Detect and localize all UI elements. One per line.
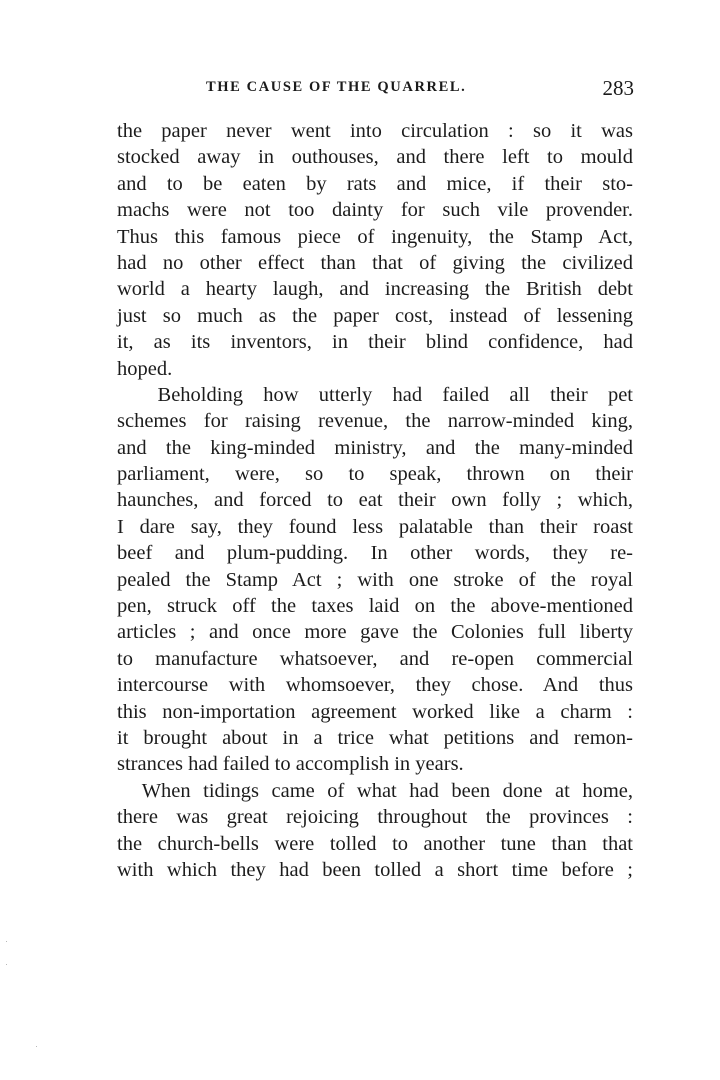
text-line: pen, struck off the taxes laid on the above-mentioned	[117, 595, 633, 618]
text-line: there was great rejoicing throughout the provinces :	[117, 806, 633, 829]
text-line: schemes for raising revenue, the narrow-minded king,	[117, 410, 633, 433]
running-title: THE CAUSE OF THE QUARREL.	[206, 79, 467, 95]
text-line: Thus this famous piece of ingenuity, the Stamp Act,	[117, 225, 633, 248]
text-line: parliament, were, so to speak, thrown on their	[117, 463, 633, 486]
scan-speck	[36, 1046, 37, 1047]
body-text	[117, 118, 633, 883]
text-line: it brought about in a trice what petitions and remon-	[117, 726, 633, 749]
text-line: the church-bells were tolled to another tune than that	[117, 832, 633, 855]
text-line: intercourse with whomsoever, they chose. And thus	[117, 674, 633, 697]
text-line: the paper never went into circulation : so it was	[117, 120, 633, 142]
text-line: world a hearty laugh, and increasing the British debt	[117, 278, 633, 301]
scan-speck	[6, 964, 7, 965]
text-line: machs were not too dainty for such vile provender.	[117, 199, 633, 222]
text-line: articles ; and once more gave the Colonies full liberty	[117, 621, 633, 644]
running-head	[112, 76, 634, 102]
text-line: had no other effect than that of giving the civilized	[117, 251, 633, 274]
text-line: hoped.	[117, 357, 173, 380]
text-line: pealed the Stamp Act ; with one stroke of the royal	[117, 568, 633, 591]
text-line: this non-importation agreement worked like a charm :	[117, 700, 633, 723]
paragraph-start-line: Beholding how utterly had failed all their pet	[117, 383, 633, 406]
text-line: just so much as the paper cost, instead of lessening	[117, 304, 633, 327]
text-line: to manufacture whatsoever, and re-open commercial	[117, 647, 633, 670]
text-line: beef and plum-pudding. In other words, they re-	[117, 542, 633, 565]
text-line: stocked away in outhouses, and there left to mould	[117, 146, 633, 169]
text-line: it, as its inventors, in their blind confidence, had	[117, 331, 633, 354]
text-line: I dare say, they found less palatable than their roast	[117, 515, 633, 538]
text-line: and the king-minded ministry, and the many-minded	[117, 436, 633, 459]
text-line: with which they had been tolled a short time before ;	[117, 858, 633, 881]
text-line: haunches, and forced to eat their own folly ; which,	[117, 489, 633, 512]
scan-speck	[6, 941, 7, 942]
text-line: strances had failed to accomplish in years.	[117, 753, 464, 776]
page-number: 283	[602, 76, 634, 100]
paragraph-start-line: When tidings came of what had been done at home,	[117, 779, 633, 802]
text-line: and to be eaten by rats and mice, if their sto-	[117, 172, 633, 195]
